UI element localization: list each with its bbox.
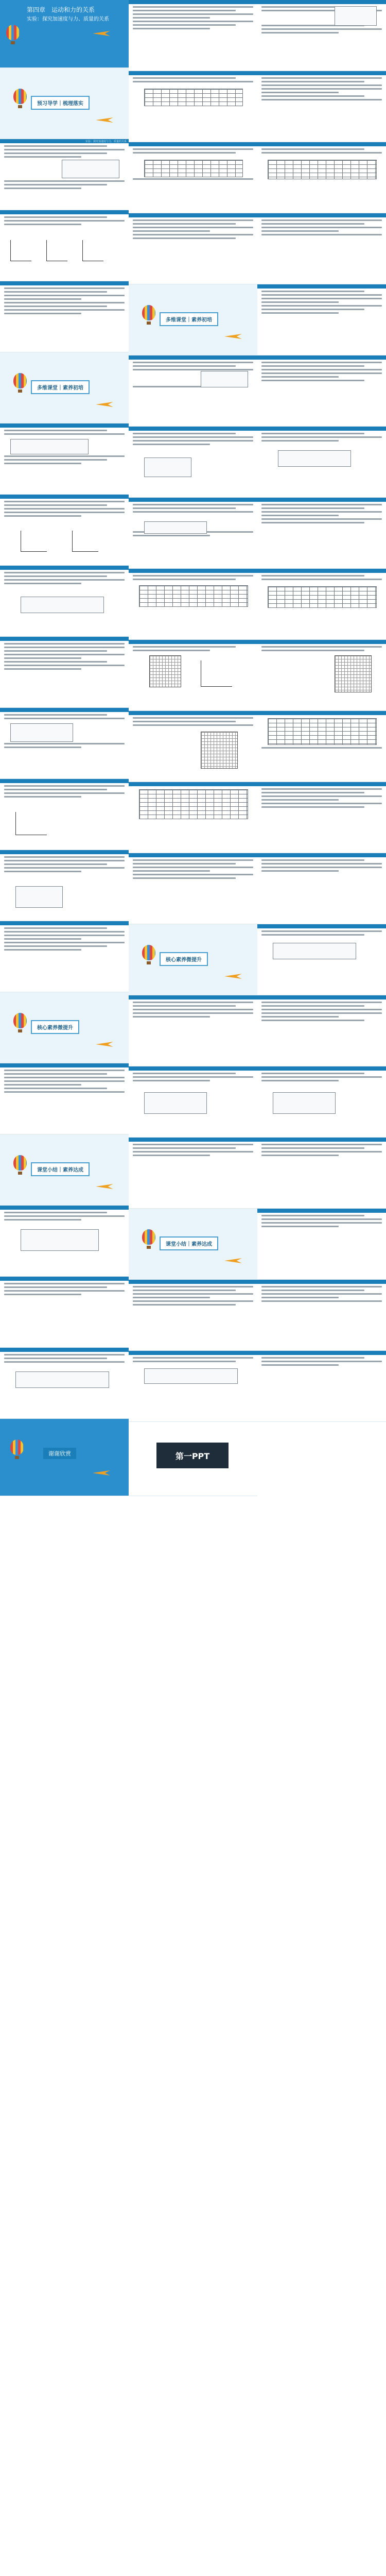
content-slide xyxy=(257,213,386,284)
section-summary: 课堂小结｜素养达成 xyxy=(160,1236,218,1250)
content-slide xyxy=(257,782,386,853)
basket-icon xyxy=(18,1029,22,1032)
section-slide-core xyxy=(129,924,257,995)
basket-icon xyxy=(147,1246,151,1249)
content-slide xyxy=(257,142,386,213)
section-prestudy: 预习导学｜梳理落实 xyxy=(31,96,90,110)
content-slide xyxy=(129,71,257,142)
content-slide xyxy=(0,637,129,708)
content-slide xyxy=(0,1206,129,1277)
plane-icon xyxy=(93,31,110,36)
content-slide xyxy=(257,1066,386,1138)
content-slide xyxy=(257,995,386,1066)
balloon-icon xyxy=(142,1229,155,1245)
data-table xyxy=(268,586,377,608)
content-slide xyxy=(257,0,386,71)
basket-icon xyxy=(11,41,15,44)
content-slide xyxy=(0,1277,129,1348)
apparatus-figure xyxy=(10,439,89,454)
graph-grid xyxy=(335,655,372,692)
section-core: 核心素养微提升 xyxy=(31,1020,79,1034)
content-slide xyxy=(257,427,386,498)
content-slide xyxy=(257,924,386,995)
graph-axes xyxy=(15,812,47,835)
chapter-tag: 实验：探究加速度与力、质量的关系 xyxy=(85,140,127,143)
section-slide-summary xyxy=(129,1209,257,1280)
apparatus-figure xyxy=(201,371,248,387)
content-slide xyxy=(129,711,257,782)
brand-logo: 第一PPT xyxy=(156,1443,229,1468)
content-slide xyxy=(257,711,386,782)
basket-icon xyxy=(147,321,151,325)
apparatus-figure xyxy=(15,1371,109,1388)
apparatus-figure xyxy=(62,160,119,178)
content-slide xyxy=(257,71,386,142)
plane-icon xyxy=(96,1042,113,1047)
content-slide xyxy=(0,566,129,637)
section-summary: 课堂小结｜素养达成 xyxy=(31,1162,90,1176)
balloon-icon xyxy=(13,89,27,104)
plane-icon xyxy=(224,334,242,339)
graph-grid xyxy=(201,732,238,769)
data-table xyxy=(139,789,248,819)
content-slide xyxy=(129,569,257,640)
basket-icon xyxy=(15,1456,19,1459)
apparatus-figure xyxy=(273,943,356,959)
section-slide-exploration xyxy=(129,284,257,355)
apparatus-figure xyxy=(10,723,73,742)
content-slide xyxy=(129,0,257,71)
content-slide xyxy=(129,142,257,213)
content-slide xyxy=(129,1138,257,1209)
data-table xyxy=(144,89,243,106)
content-slide xyxy=(257,1209,386,1280)
content-slide xyxy=(129,213,257,284)
balloon-icon xyxy=(142,945,155,960)
content-slide xyxy=(257,1138,386,1209)
plane-icon xyxy=(93,1470,110,1476)
section-slide-summary xyxy=(0,1134,129,1206)
plane-icon xyxy=(224,1258,242,1263)
content-slide xyxy=(257,284,386,355)
apparatus-figure xyxy=(273,1092,336,1114)
content-slide xyxy=(257,355,386,427)
plane-icon xyxy=(96,402,113,407)
content-slide xyxy=(0,423,129,495)
balloon-icon xyxy=(142,305,155,320)
apparatus-figure xyxy=(144,457,191,477)
apparatus-figure xyxy=(144,1368,238,1384)
apparatus-figure xyxy=(15,886,63,908)
content-slide xyxy=(257,853,386,924)
content-slide xyxy=(0,210,129,281)
content-slide xyxy=(257,569,386,640)
basket-icon xyxy=(147,961,151,964)
apparatus-figure xyxy=(21,597,104,613)
data-table xyxy=(268,160,377,179)
content-slide xyxy=(0,139,129,210)
content-slide xyxy=(0,495,129,566)
content-slide xyxy=(129,1351,257,1422)
thanks-slide xyxy=(0,1419,129,1496)
thanks-label: 谢谢欣赏 xyxy=(43,1448,76,1459)
content-slide xyxy=(129,782,257,853)
content-slide xyxy=(129,640,257,711)
balloon-icon xyxy=(6,25,20,40)
balloon-icon xyxy=(10,1439,24,1455)
section-slide-prestudy xyxy=(0,68,129,139)
content-slide xyxy=(257,1280,386,1351)
data-table xyxy=(139,585,248,607)
logo-slide xyxy=(129,1422,257,1496)
balloon-icon xyxy=(13,1155,27,1171)
section-exploration: 多维课堂｜素养初培 xyxy=(31,380,90,394)
apparatus-figure xyxy=(144,521,207,534)
title-slide xyxy=(0,0,129,68)
content-slide xyxy=(257,1351,386,1422)
basket-icon xyxy=(18,389,22,393)
content-slide xyxy=(257,640,386,711)
graph-axes xyxy=(10,240,31,261)
data-table xyxy=(144,160,243,177)
content-slide xyxy=(129,1280,257,1351)
balloon-icon xyxy=(13,373,27,388)
content-slide xyxy=(0,850,129,921)
section-slide-core xyxy=(0,992,129,1063)
content-slide xyxy=(0,921,129,992)
content-slide xyxy=(0,708,129,779)
plane-icon xyxy=(96,1184,113,1189)
content-slide xyxy=(0,779,129,850)
content-slide xyxy=(129,355,257,427)
graph-axes xyxy=(201,660,232,687)
content-slide xyxy=(0,1063,129,1134)
graph-axes xyxy=(82,240,103,261)
basket-icon xyxy=(18,1172,22,1175)
balloon-icon xyxy=(13,1013,27,1028)
graph-axes xyxy=(72,531,98,552)
section-slide-exploration xyxy=(0,352,129,423)
content-slide xyxy=(0,281,129,352)
content-slide xyxy=(129,498,257,569)
graph-grid xyxy=(149,655,181,687)
plane-icon xyxy=(224,974,242,979)
lesson-title: 实验：探究加速度与力、质量的关系 xyxy=(27,16,109,22)
apparatus-figure xyxy=(144,1092,207,1114)
section-core: 核心素养微提升 xyxy=(160,952,208,966)
chapter-title: 第四章 运动和力的关系 xyxy=(27,6,95,13)
apparatus-figure xyxy=(21,1229,99,1251)
basket-icon xyxy=(18,105,22,108)
content-slide xyxy=(129,853,257,924)
slide-topbar xyxy=(0,139,129,143)
content-slide xyxy=(0,1348,129,1419)
plane-icon xyxy=(96,117,113,123)
content-slide xyxy=(129,995,257,1066)
content-slide xyxy=(257,498,386,569)
apparatus-figure xyxy=(335,6,377,26)
apparatus-figure xyxy=(278,450,351,467)
graph-axes xyxy=(46,240,67,261)
data-table xyxy=(268,718,377,745)
section-exploration: 多维课堂｜素养初培 xyxy=(160,312,218,326)
graph-axes xyxy=(21,531,47,552)
content-slide xyxy=(129,427,257,498)
content-slide xyxy=(129,1066,257,1138)
